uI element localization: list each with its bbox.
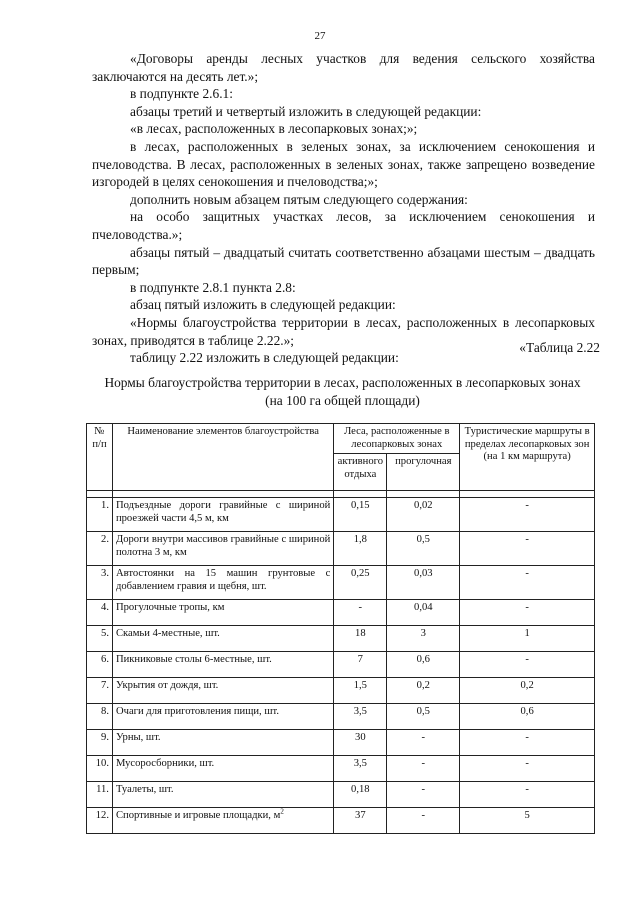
row-number: [87, 626, 113, 652]
header-walking: прогулочная: [387, 454, 460, 491]
value-active-rest: [334, 678, 387, 704]
row-number: [87, 730, 113, 756]
document-body: [92, 50, 595, 367]
value-tourist-route-text: 5: [524, 810, 530, 821]
value-tourist-route-text: -: [525, 758, 529, 769]
value-tourist-route-text: -: [525, 784, 529, 795]
value-tourist-route-text: -: [525, 568, 529, 579]
table-row: [87, 532, 595, 566]
value-active-rest-text: 7: [357, 654, 363, 665]
row-number-text: 10.: [95, 758, 109, 769]
value-walking: [387, 756, 460, 782]
norms-table: [86, 423, 595, 834]
value-active-rest: [334, 566, 387, 600]
row-number: [87, 600, 113, 626]
value-tourist-route: [460, 600, 595, 626]
header-active-rest: активного отдыха: [334, 454, 387, 491]
row-number-text: 3.: [101, 568, 109, 579]
value-tourist-route-text: -: [525, 534, 529, 545]
header-tourist-routes: Туристические маршруты в пределах лесопарковых зон (на 1 км маршрута): [460, 424, 595, 491]
row-name-text: Скамьи 4-местные, шт.: [115, 628, 220, 639]
row-name: [112, 756, 333, 782]
page-number: 27: [314, 30, 326, 42]
value-walking: [387, 704, 460, 730]
value-active-rest: [334, 808, 387, 834]
paragraph: абзацы третий и четвертый изложить в следующей редакции:: [130, 103, 482, 119]
row-name-text: Урны, шт.: [115, 732, 161, 743]
value-walking-text: 0,5: [416, 706, 430, 717]
row-number-text: 4.: [101, 602, 109, 613]
table-row: [87, 756, 595, 782]
value-walking: [387, 532, 460, 566]
value-active-rest: [334, 782, 387, 808]
paragraph: в подпункте 2.6.1:: [130, 86, 233, 102]
value-walking-text: 0,03: [414, 568, 433, 579]
value-active-rest-text: -: [358, 602, 363, 613]
row-name-text: Туалеты, шт.: [115, 784, 174, 795]
paragraph: в подпункте 2.8.1 пункта 2.8:: [130, 279, 296, 295]
value-walking-text: -: [421, 758, 426, 769]
value-walking-text: 0,02: [414, 500, 433, 511]
row-number: [87, 498, 113, 532]
row-name-text: Спортивные и игровые площадки, м: [115, 810, 281, 821]
value-active-rest: [334, 626, 387, 652]
value-active-rest-text: 30: [355, 732, 366, 743]
row-number: [87, 652, 113, 678]
row-number: [87, 782, 113, 808]
table-row: [87, 626, 595, 652]
value-walking: [387, 730, 460, 756]
row-number: [87, 566, 113, 600]
value-tourist-route-text: 0,2: [520, 680, 534, 691]
value-tourist-route-text: -: [525, 602, 529, 613]
table-row: [87, 704, 595, 730]
header-forest-zones: Леса, расположенные в лесопарковых зонах: [334, 424, 460, 454]
table-body: [87, 491, 595, 834]
row-name: [112, 808, 333, 834]
value-walking: [387, 782, 460, 808]
table-row: [87, 600, 595, 626]
row-number-text: 2.: [101, 534, 109, 545]
value-active-rest: [334, 756, 387, 782]
value-tourist-route-text: 1: [524, 628, 530, 639]
table-title: [90, 374, 595, 409]
value-walking: [387, 808, 460, 834]
value-active-rest: [334, 652, 387, 678]
row-number: [87, 678, 113, 704]
value-tourist-route: [460, 626, 595, 652]
row-name: [112, 600, 333, 626]
value-walking: [387, 652, 460, 678]
row-name-text: Подъездные дороги гравийные с шириной проезжей части 4,5 м, км: [115, 500, 331, 524]
value-walking-text: 3: [420, 628, 426, 639]
row-name: [112, 782, 333, 808]
row-name: [112, 730, 333, 756]
row-number: [87, 756, 113, 782]
value-tourist-route: [460, 756, 595, 782]
row-number-text: 12.: [95, 810, 109, 821]
row-name-text: Укрытия от дождя, шт.: [115, 680, 219, 691]
value-tourist-route: [460, 808, 595, 834]
row-name: [112, 532, 333, 566]
row-name: [112, 626, 333, 652]
value-walking-text: -: [421, 810, 426, 821]
value-active-rest: [334, 704, 387, 730]
superscript: 2: [280, 807, 284, 816]
header-number: № п/п: [87, 424, 113, 491]
table-row: [87, 498, 595, 532]
value-walking: [387, 566, 460, 600]
paragraph: абзац пятый изложить в следующей редакции:: [130, 297, 396, 313]
value-active-rest-text: 3,5: [353, 706, 367, 717]
paragraph: абзацы пятый – двадцатый считать соответственно абзацами шестым – двадцать первым;: [92, 244, 595, 278]
table-spacer-row: [87, 491, 595, 498]
value-walking: [387, 498, 460, 532]
row-number-text: 7.: [101, 680, 109, 691]
value-walking: [387, 626, 460, 652]
row-number: [87, 704, 113, 730]
row-name-text: Очаги для приготовления пищи, шт.: [115, 706, 279, 717]
row-name-text: Дороги внутри массивов гравийные с шириной полотна 3 м, км: [115, 534, 331, 558]
table-row: [87, 730, 595, 756]
value-active-rest-text: 3,5: [353, 758, 367, 769]
value-tourist-route: [460, 532, 595, 566]
value-walking-text: -: [421, 732, 426, 743]
value-tourist-route-text: -: [525, 500, 529, 511]
value-active-rest: [334, 600, 387, 626]
value-active-rest: [334, 730, 387, 756]
value-active-rest-text: 0,15: [351, 500, 370, 511]
table-label: «Таблица 2.22: [519, 340, 600, 355]
value-active-rest-text: 1,8: [353, 534, 367, 545]
value-tourist-route: [460, 498, 595, 532]
row-name: [112, 704, 333, 730]
value-tourist-route: [460, 730, 595, 756]
row-number-text: 5.: [101, 628, 109, 639]
table-row: [87, 808, 595, 834]
paragraph: в лесах, расположенных в зеленых зонах, за исключением сенокошения и пчеловодства. В лесах, расположенных в зеленых зонах, также запрещено возведение изгородей в целях сенокошения и пчеловодства;»;: [92, 138, 595, 190]
table-row: [87, 678, 595, 704]
value-active-rest-text: 18: [355, 628, 366, 639]
value-walking-text: 0,04: [414, 602, 433, 613]
value-tourist-route-text: -: [525, 654, 529, 665]
row-number-text: 1.: [101, 500, 109, 511]
paragraph: «в лесах, расположенных в лесопарковых зонах;»;: [130, 121, 418, 137]
row-number-text: 8.: [101, 706, 109, 717]
table-subtitle: (на 100 га общей площади): [265, 392, 420, 408]
value-tourist-route: [460, 704, 595, 730]
paragraph: дополнить новым абзацем пятым следующего содержания:: [130, 191, 468, 207]
table-row: [87, 652, 595, 678]
row-name-text: Автостоянки на 15 машин грунтовые с добавлением гравия и щебня, шт.: [115, 568, 331, 592]
header-name: Наименование элементов благоустройства: [112, 424, 333, 491]
value-tourist-route-text: 0,6: [520, 706, 534, 717]
table-row: [87, 566, 595, 600]
row-name: [112, 678, 333, 704]
value-walking-text: -: [421, 784, 426, 795]
value-walking: [387, 600, 460, 626]
table-row: [87, 782, 595, 808]
row-number-text: 6.: [101, 654, 109, 665]
paragraph: таблицу 2.22 изложить в следующей редакции:: [130, 350, 399, 366]
value-tourist-route: [460, 782, 595, 808]
row-name-text: Мусоросборники, шт.: [115, 758, 215, 769]
table-title-line: Нормы благоустройства территории в лесах, расположенных в лесопарковых зонах: [104, 375, 581, 390]
value-tourist-route: [460, 566, 595, 600]
value-walking-text: 0,5: [416, 534, 430, 545]
row-name: [112, 566, 333, 600]
value-walking: [387, 678, 460, 704]
value-tourist-route: [460, 678, 595, 704]
row-number-text: 9.: [101, 732, 109, 743]
row-number: [87, 532, 113, 566]
value-active-rest: [334, 498, 387, 532]
value-walking-text: 0,2: [416, 680, 430, 691]
value-tourist-route-text: -: [525, 732, 529, 743]
value-active-rest: [334, 532, 387, 566]
row-name-text: Прогулочные тропы, км: [115, 602, 225, 613]
row-number-text: 11.: [96, 784, 109, 795]
paragraph: «Договоры аренды лесных участков для ведения сельского хозяйства заключаются на десять лет.»;: [92, 51, 595, 84]
row-name-text: Пикниковые столы 6-местные, шт.: [115, 654, 272, 665]
row-name: [112, 498, 333, 532]
paragraph: на особо защитных участках лесов, за исключением сенокошения и пчеловодства.»;: [92, 209, 595, 242]
row-name: [112, 652, 333, 678]
value-active-rest-text: 0,18: [351, 784, 370, 795]
value-active-rest-text: 37: [355, 810, 366, 821]
value-walking-text: 0,6: [416, 654, 430, 665]
value-active-rest-text: 1,5: [353, 680, 367, 691]
value-active-rest-text: 0,25: [351, 568, 370, 579]
value-tourist-route: [460, 652, 595, 678]
paragraph: «Нормы благоустройства территории в лесах, расположенных в лесопарковых зонах, приводятся в таблице 2.22.»;: [92, 314, 595, 348]
row-number: [87, 808, 113, 834]
